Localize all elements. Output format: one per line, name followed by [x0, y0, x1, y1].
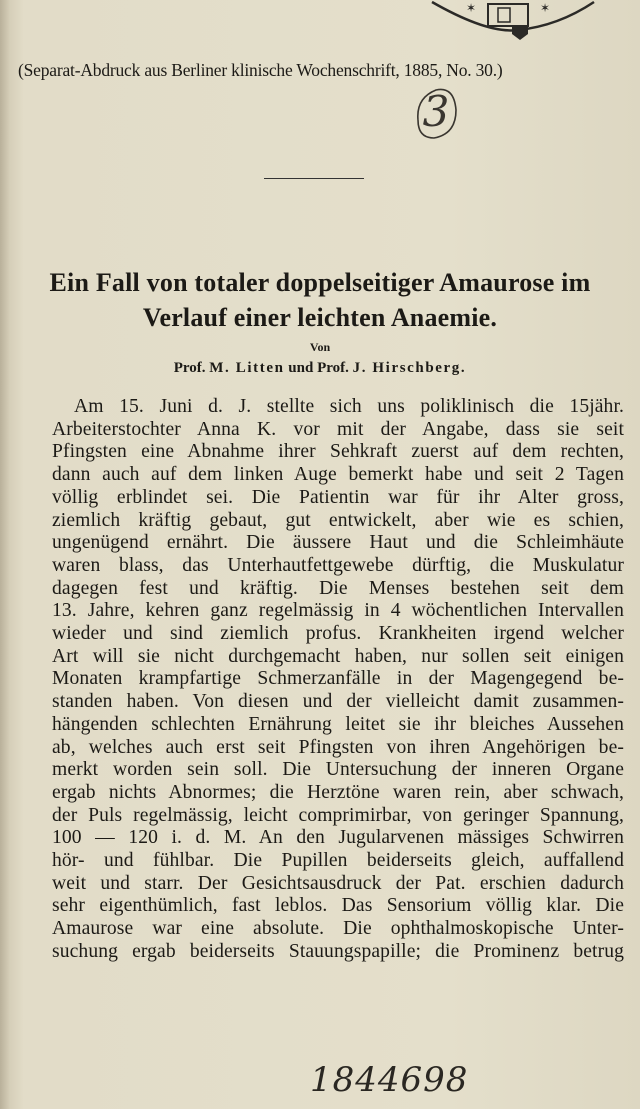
title-line-2: Verlauf einer leichten Anaemie. [142, 303, 498, 332]
body-line: hängenden schlechten Ernährung leitet sie ihr bleiches Aussehen [52, 713, 624, 735]
authors-conjunction: und [288, 360, 314, 376]
body-line: standen haben. Von diesen und der vielleicht damit zusammen- [52, 691, 624, 713]
article-title [30, 265, 610, 335]
manuscript-number-text: 3 [422, 87, 450, 136]
body-line: 100 — 120 i. d. M. An den Jugularvenen mässiges Schwirren [52, 827, 624, 849]
handwritten-manuscript-number [412, 80, 460, 144]
body-line: dagegen fest und kräftig. Die Menses bestehen seit dem [52, 577, 624, 599]
body-line: Art will sie nicht durchgemacht haben, nur sollen seit einigen [52, 645, 624, 667]
body-line: hör- und fühlbar. Die Pupillen beiderseits gleich, auffallend [52, 850, 624, 872]
title-line-1: Ein Fall von totaler doppelseitiger Amaurose im [49, 268, 591, 297]
body-line: Pfingsten eine Abnahme ihrer Sehkraft zuerst auf dem rechten, [52, 441, 624, 463]
handwritten-accession-number: 1844698 [310, 1060, 469, 1100]
svg-text:✶: ✶ [466, 1, 477, 15]
body-line: Arbeiterstochter Anna K. vor mit der Angabe, dass sie seit [52, 418, 624, 440]
author-2-title: Prof. [317, 360, 349, 376]
body-line: ungenügend ernährt. Die äussere Haut und die Schleimhäute [52, 532, 624, 554]
body-line: Monaten krampfartige Schmerzanfälle in der Magengegend be- [52, 668, 624, 690]
author-1-title: Prof. [173, 360, 206, 376]
authors-line [0, 360, 640, 377]
pencil-circle-icon [412, 80, 460, 144]
body-line: waren blass, das Unterhautfettgewebe dürftig, die Muskulatur [52, 554, 624, 576]
body-line: ziemlich kräftig gebaut, gut entwickelt, aber wie es schien, [52, 509, 624, 531]
body-line: suchung ergab beiderseits Stauungspapille; die Prominenz betrug [52, 940, 624, 962]
divider-rule [264, 178, 364, 179]
body-line: wieder und sind ziemlich profus. Krankheiten irgend welcher [52, 623, 624, 645]
body-line: Am 15. Juni d. J. stellte sich uns poliklinisch die 15jähr. [74, 396, 624, 417]
body-line: 13. Jahre, kehren ganz regelmässig in 4 wöchentlichen Intervallen [52, 600, 624, 622]
body-line: sehr eigenthümlich, fast leblos. Das Sensorium völlig klar. Die [52, 895, 624, 917]
body-line: weit und starr. Der Gesichtsausdruck der Pat. erschien dadurch [52, 872, 624, 894]
reprint-header: (Separat-Abdruck aus Berliner klinische Wochenschrift, 1885, No. 30.) [18, 60, 503, 80]
byline-von: Von [309, 340, 331, 354]
library-stamp [428, 0, 598, 44]
svg-text:✶: ✶ [540, 1, 551, 15]
author-2-name: J. Hirschberg. [352, 360, 467, 376]
article-body [52, 396, 624, 964]
body-line: ab, welches auch erst seit Pfingsten von ihren Angehörigen be- [52, 736, 624, 758]
body-line: Amaurose war eine absolute. Die ophthalmoskopische Unter- [52, 918, 624, 940]
body-line: ergab nichts Abnormes; die Herztöne waren rein, aber schwach, [52, 781, 624, 803]
body-line: dann auch auf dem linken Auge bemerkt habe und seit 2 Tagen [52, 464, 624, 486]
body-line: merkt worden sein soll. Die Untersuchung der inneren Organe [52, 759, 624, 781]
author-1-name: M. Litten [209, 360, 285, 376]
body-line: der Puls regelmässig, leicht comprimirbar, von geringer Spannung, [52, 804, 624, 826]
body-line: völlig erblindet sei. Die Patientin war für ihr Alter gross, [52, 486, 624, 508]
